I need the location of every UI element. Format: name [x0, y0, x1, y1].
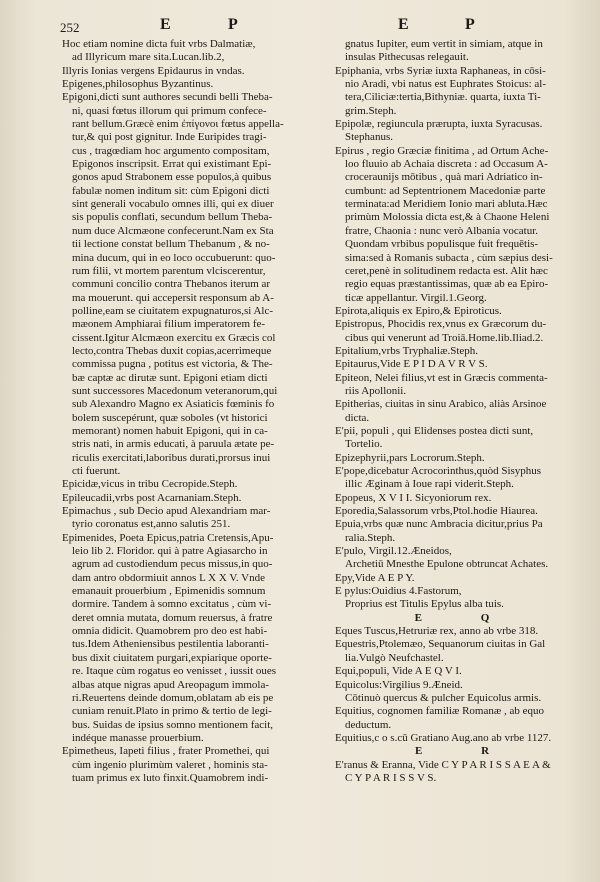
- text-line: E'pope,dicebatur Acrocorinthus,quòd Sisyphus: [335, 465, 542, 477]
- text-line: ceret,penè in solitudinem redacta est. Alit hæc: [345, 264, 548, 277]
- text-line: Proprius est Titulis Epylus alba tuis.: [345, 598, 504, 611]
- text-line: Epimetheus, Iapeti filius , frater Promethei, qui: [62, 745, 270, 758]
- text-line: cus , tragœdiam hoc argumento compositam,: [72, 144, 270, 157]
- section-divider: E R: [414, 745, 518, 758]
- text-line: Archetiū Mnesthe Epulone obtruncat Achates.: [345, 558, 549, 571]
- text-line: ni, quasi fœtus illorum qui primum confece-: [72, 104, 267, 117]
- text-line: albas atque nigras apud Areopagum immola-: [72, 678, 270, 691]
- header-letter: E: [160, 16, 172, 33]
- text-line: cuniam renuit.Plato in primo & tertio de legi-: [72, 705, 272, 718]
- text-line: Epimachus , sub Decio apud Alexandriam mar-: [62, 505, 271, 518]
- text-line: re. Itaque cùm rogatus eo venisset , iussit oues: [72, 665, 277, 678]
- text-line: cissent.Igitur Alcmæon exercitu ex Græcis col: [72, 331, 276, 344]
- text-line: riculis exercitati,laboribus durati,prorsus inui: [72, 451, 271, 464]
- text-line: ad Illyricum mare sita.Lucan.lib.2,: [72, 51, 225, 64]
- text-line: Quondam vrbibus populisque fuit frequētis-: [345, 238, 539, 251]
- text-line: Eporedia,Salassorum vrbs,Ptol.hodie Hiaurea.: [335, 505, 538, 518]
- text-line: Epitaurus,Vide E P I D A V R V S.: [335, 358, 488, 371]
- text-line: leio lib 2. Floridor. qui à patre Agiasarcho in: [72, 545, 268, 558]
- text-line: sub Alexandro Magno ex Asiaticis fœminis fo: [72, 398, 275, 411]
- right-column: [335, 38, 597, 785]
- text-line: bolem suscepérunt, quæ soboles (vt historici: [72, 411, 268, 424]
- left-column: [62, 38, 324, 785]
- text-line: Epirota,aliquis ex Epiro,& Epiroticus.: [335, 304, 502, 317]
- page-header: [0, 16, 600, 38]
- text-line: Epiteon, Nelei filius,vt est in Græcis commenta-: [335, 371, 548, 384]
- text-line: cumbunt: ad Septentrionem Macedoniæ parte: [345, 184, 546, 197]
- text-line: E'pii, populi , qui Elidenses postea dicti sunt,: [335, 424, 534, 437]
- text-line: tera,Ciliciæ:tertia,Bithyniæ. quarta, iuxta Ti-: [345, 91, 541, 104]
- text-line: tus.Idem Atheniensibus pestilentia laboranti-: [72, 638, 269, 651]
- text-line: sis populis conflati, secundum bellum Theba-: [72, 211, 273, 224]
- text-line: tii lectione constat bellum Thebanum , & no-: [72, 238, 270, 251]
- text-line: Equicolus:Virgilius 9.Æneid.: [335, 678, 463, 691]
- text-line: croceraunijs mōtibus , quà mari Adriatico in-: [345, 171, 543, 184]
- text-line: Epigonos inscripsit. Errat qui existimant Epi-: [72, 158, 272, 171]
- text-line: omnia didicit. Quamobrem pro deo est habi-: [72, 625, 268, 638]
- text-line: terminata:ad Meridiem Ionio mari abluta.Hæc: [345, 198, 548, 211]
- text-line: Epistropus, Phocidis rex,vnus ex Græcorum du-: [335, 318, 547, 331]
- text-line: Epirus , regio Græciæ finitima , ad Ortum Ache-: [335, 144, 549, 157]
- text-line: sima:sed à Romanis subacta , cùm sæpius desi-: [345, 251, 553, 264]
- text-line: lia.Vulgò Neufchastel.: [345, 651, 444, 664]
- text-line: deret omnia mutata, domum reuersus, à fratre: [72, 611, 273, 624]
- text-line: bus. Suidas de ipsius somno mentionem facit,: [72, 718, 274, 731]
- text-line: Equitius, cognomen familiæ Romanæ , ab equo: [335, 705, 544, 718]
- text-line: E pylus:Ouidius 4.Fastorum,: [335, 585, 462, 598]
- text-line: dormire. Tandem à somno excitatus , cùm vi-: [72, 598, 272, 611]
- text-line: E'pulo, Virgil.12.Æneidos,: [335, 545, 452, 558]
- text-line: indéque manasse prouerbium.: [72, 731, 204, 744]
- text-line: cùm ingenio plurimùm valeret , hominis sta-: [72, 758, 268, 771]
- text-line: sint generali vocabulo omnes illi, qui ex diuer: [72, 198, 274, 211]
- text-line: tuam primus ex luto finxit.Quamobrem indi-: [72, 771, 269, 784]
- text-line: tyrio coronatus est,anno salutis 251.: [72, 518, 231, 531]
- text-line: Epopeus, X V I I. Sicyoniorum rex.: [335, 491, 492, 504]
- text-line: insulas Pithecusas relegauit.: [345, 51, 469, 64]
- text-line: C Y P A R I S S V S.: [345, 771, 437, 784]
- text-line: Epigoni,dicti sunt authores secundi belli Theba-: [62, 91, 273, 104]
- text-line: Illyris Ionias vergens Epidaurus in vndas.: [62, 64, 245, 77]
- text-line: primùm Molossia dicta est,& à Chaone Heleni: [345, 211, 550, 224]
- text-line: lecto,contra Thebas duxit copias,acerrimeque: [72, 344, 272, 357]
- text-line: communi concilio contra Thebanos iterum ar: [72, 278, 271, 291]
- text-line: Equi,populi, Vide A E Q V I.: [335, 665, 462, 678]
- text-line: ri.Reuertens deinde domum,oblatam ab eis pe: [72, 691, 274, 704]
- section-divider: E Q: [414, 611, 518, 624]
- text-line: polline,eam se ciuitatem expugnaturos,si Alc-: [72, 304, 274, 317]
- text-line: cibus qui venerunt ad Troiā.Home.lib.Iliad.2.: [345, 331, 544, 344]
- text-line: cti fuerunt.: [72, 465, 121, 477]
- text-line: bæ captæ ac dirutæ sunt. Epigoni etiam dicti: [72, 371, 268, 384]
- text-line: illic Æginam à Ioue rapi viderit.Steph.: [345, 478, 514, 491]
- text-line: sunt successores Macedonum veteranorum,qui: [72, 384, 278, 397]
- text-line: Epicidæ,vicus in tribu Cecropide.Steph.: [62, 478, 238, 491]
- text-line: Epuia,vrbs quæ nunc Ambracia dicitur,prius Pa: [335, 518, 543, 531]
- text-line: Epimenides, Poeta Epicus,patria Cretensis,Apu-: [62, 531, 274, 544]
- text-line: Epy,Vide A E P Y.: [335, 571, 415, 584]
- text-line: Stephanus.: [345, 131, 393, 144]
- text-line: bus dixit ciuitatem purgari,expiarique oporte-: [72, 651, 272, 664]
- text-line: ticæ appellantur. Virgil.1.Georg.: [345, 291, 487, 304]
- text-line: fratre, Chaonia : nunc verò Albania vocatur.: [345, 224, 539, 237]
- text-line: Epigenes,philosophus Byzantinus.: [62, 78, 214, 91]
- text-line: emanauit prouerbium , Epimenidis somnum: [72, 585, 266, 598]
- text-line: E'ranus & Eranna, Vide C Y P A R I S S A E A &: [335, 758, 551, 771]
- text-line: Equitius,c o s.cū Gratiano Aug.ano ab vrbe 1127.: [335, 731, 552, 744]
- text-line: stris nati, in armis educati, à paruula ætate pe-: [72, 438, 275, 451]
- text-line: ma mouerunt. qui accepersit responsum ab A-: [72, 291, 274, 304]
- text-line: gonos apud Strabonem esse populos,à quibus: [72, 171, 272, 184]
- text-line: Cōtinuò quercus & pulcher Equicolus armis.: [345, 691, 542, 704]
- text-line: Tortelio.: [345, 438, 383, 451]
- text-line: grim.Steph.: [345, 104, 397, 117]
- text-line: mina ducum, qui in eo loco occubuerunt: quo-: [72, 251, 276, 264]
- text-line: dam antro obdormiuit annos L X X V. Vnde: [72, 571, 265, 584]
- text-line: mæonem Amphiarai filium imperatorem fe-: [72, 318, 266, 331]
- header-letter: P: [465, 16, 476, 33]
- text-line: rant bellum.Græcè enim ἐπίγονοι fœtus appella-: [72, 118, 284, 131]
- text-line: loo fluuio ab Achaia discreta : ad Occasum A-: [345, 158, 548, 171]
- text-line: nio Aradi, vbi natus est Euphrates Stoicus: al-: [345, 78, 547, 91]
- text-line: ralia.Steph.: [345, 531, 396, 544]
- text-line: dicta.: [345, 411, 370, 424]
- text-line: Epitherias, ciuitas in sinu Arabico, aliàs Arsinoe: [335, 398, 547, 411]
- text-line: rum filii, vt mortem parentum vlciscerentur,: [72, 264, 266, 277]
- text-line: Equestris,Ptolemæo, Sequanorum ciuitas in Gal: [335, 638, 546, 651]
- text-line: gnatus Iupiter, eum vertit in simiam, atque in: [345, 38, 543, 50]
- text-line: regio equas præstantissimas, quæ ab ea Epiro-: [345, 278, 549, 291]
- text-line: Eques Tuscus,Hetruriæ rex, anno ab vrbe 318.: [335, 625, 539, 638]
- text-line: Epipolæ, regiuncula prærupta, iuxta Syracusas.: [335, 118, 543, 131]
- header-letter: E: [398, 16, 410, 33]
- text-line: fabulæ nomen inditum sit: cùm Epigoni dicti: [72, 184, 270, 197]
- text-line: tur,& qui post gignitur. Inde Euripides tragi-: [72, 131, 267, 144]
- text-line: Hoc etiam nomine dicta fuit vrbs Dalmatiæ,: [62, 38, 256, 50]
- page-number: 252: [60, 20, 80, 35]
- text-line: memorant) nomen habuit Epigoni, qui in ca-: [72, 424, 268, 437]
- text-line: commissa pugna , potitus est victoria, & The-: [72, 358, 273, 371]
- text-line: agrum ad custodiendum pecus missus,in quo-: [72, 558, 273, 571]
- text-line: Epileucadii,vrbs post Acarnaniam.Steph.: [62, 491, 242, 504]
- text-line: Epizephyrii,pars Locrorum.Steph.: [335, 451, 485, 464]
- text-line: deductum.: [345, 718, 392, 731]
- text-line: num duce Alcmæone confecerunt.Nam ex Sta: [72, 224, 274, 237]
- text-line: Epitalium,vrbs Tryphaliæ.Steph.: [335, 344, 479, 357]
- text-line: Epiphania, vrbs Syriæ iuxta Raphaneas, in cōsi-: [335, 64, 546, 77]
- text-line: riis Apollonii.: [345, 384, 407, 397]
- header-letter: P: [228, 16, 239, 33]
